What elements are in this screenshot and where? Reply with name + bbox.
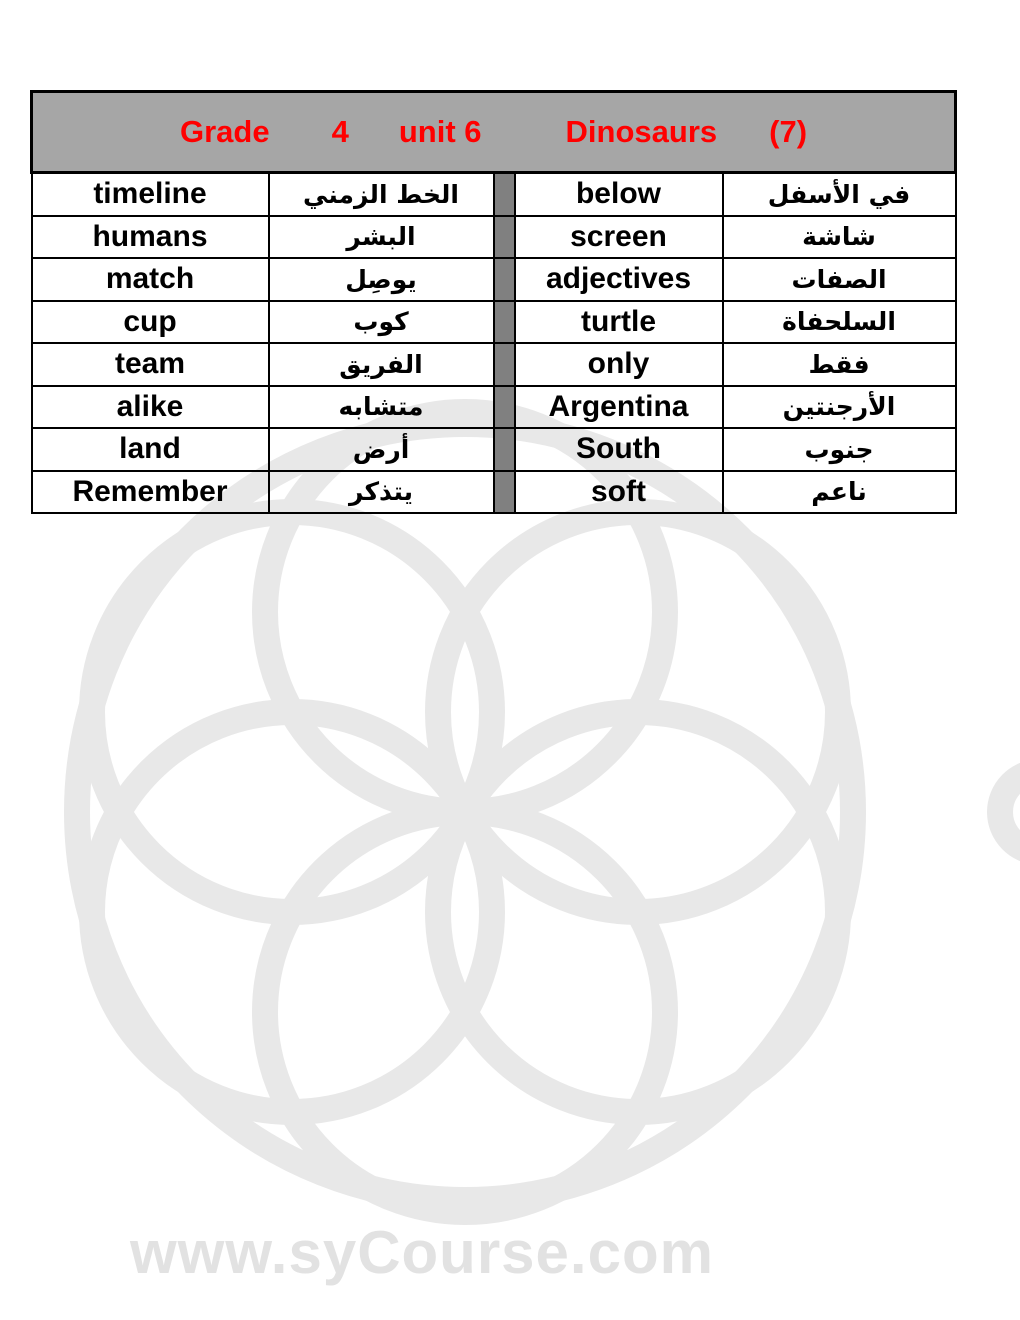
arabic-translation: السلحفاة xyxy=(723,301,956,344)
arabic-translation: ناعم xyxy=(723,471,956,514)
english-word: cup xyxy=(32,301,269,344)
english-word: Remember xyxy=(32,471,269,514)
page-title: Dinosaurs xyxy=(565,114,718,149)
grade-number: 4 xyxy=(331,114,349,149)
english-word: below xyxy=(515,173,723,216)
table-row xyxy=(32,216,956,259)
grade-label: Grade xyxy=(180,114,270,149)
arabic-translation: البشر xyxy=(269,216,494,259)
english-word: turtle xyxy=(515,301,723,344)
unit-label: unit 6 xyxy=(398,114,482,149)
header-line xyxy=(33,114,954,150)
english-word: South xyxy=(515,428,723,471)
english-word: Argentina xyxy=(515,386,723,429)
watermark-text: www.syCourse.com xyxy=(130,1219,714,1286)
table-row xyxy=(32,386,956,429)
table-row xyxy=(32,471,956,514)
arabic-translation: الفريق xyxy=(269,343,494,386)
arabic-translation: فقط xyxy=(723,343,956,386)
english-word: team xyxy=(32,343,269,386)
arabic-translation: الخط الزمني xyxy=(269,173,494,216)
column-separator xyxy=(494,216,515,259)
table-row xyxy=(32,173,956,216)
arabic-translation: متشابه xyxy=(269,386,494,429)
arabic-translation: يوصِل xyxy=(269,258,494,301)
column-separator xyxy=(494,428,515,471)
arabic-translation: يتذكر xyxy=(269,471,494,514)
column-separator xyxy=(494,301,515,344)
arabic-translation: جنوب xyxy=(723,428,956,471)
column-separator xyxy=(494,258,515,301)
vocabulary-table xyxy=(30,90,957,514)
english-word: land xyxy=(32,428,269,471)
english-word: adjectives xyxy=(515,258,723,301)
table-header xyxy=(32,92,956,173)
arabic-translation: أرض xyxy=(269,428,494,471)
header-row xyxy=(32,92,956,173)
table-row xyxy=(32,343,956,386)
english-word: only xyxy=(515,343,723,386)
english-word: screen xyxy=(515,216,723,259)
arabic-translation: الصفات xyxy=(723,258,956,301)
arabic-translation: شاشة xyxy=(723,216,956,259)
english-word: match xyxy=(32,258,269,301)
column-separator xyxy=(494,471,515,514)
column-separator xyxy=(494,386,515,429)
page-number: (7) xyxy=(769,114,808,149)
arabic-translation: الأرجنتين xyxy=(723,386,956,429)
column-separator xyxy=(494,343,515,386)
english-word: timeline xyxy=(32,173,269,216)
english-word: soft xyxy=(515,471,723,514)
english-word: alike xyxy=(32,386,269,429)
table-row xyxy=(32,301,956,344)
table-row xyxy=(32,258,956,301)
english-word: humans xyxy=(32,216,269,259)
table-row xyxy=(32,428,956,471)
arabic-translation: في الأسفل xyxy=(723,173,956,216)
arabic-translation: كوب xyxy=(269,301,494,344)
column-separator xyxy=(494,173,515,216)
